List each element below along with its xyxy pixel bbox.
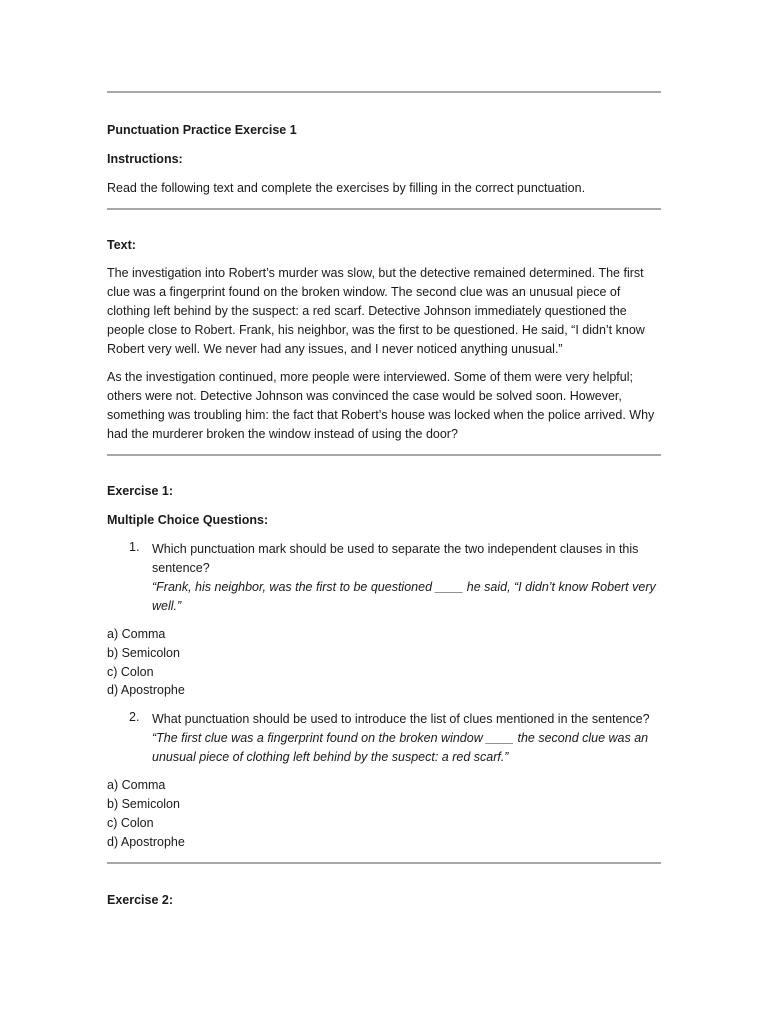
option-list [107,776,661,851]
option-a: a) Comma [107,778,166,793]
question-number: 1. [129,540,140,554]
option-c: c) Colon [107,664,154,679]
text-heading: Text: [107,238,136,252]
question-quote: “Frank, his neighbor, was the first to be questioned ____ he said, “I didn’t know Robert very well.” [152,580,656,613]
question-text: Which punctuation mark should be used to separate the two independent clauses in this sentence? [152,542,639,575]
question-text: What punctuation should be used to introduce the list of clues mentioned in the sentence? [152,712,650,727]
question-number: 2. [129,710,140,725]
option-b: b) Semicolon [107,796,180,811]
divider [107,208,661,210]
option-list [107,625,661,700]
instructions-heading: Instructions: [107,152,183,166]
question-quote: “The first clue was a fingerprint found on the broken window ____ the second clue was an unusual piece of clothing left behind by the suspect: a red scarf.” [152,731,649,765]
divider [107,862,661,864]
document-title: Punctuation Practice Exercise 1 [107,123,297,137]
option-a: a) Comma [107,627,166,641]
divider [107,454,661,456]
exercise1-subheading: Multiple Choice Questions: [107,513,269,527]
text-paragraph: As the investigation continued, more people were interviewed. Some of them were very helpful; others were not. Detective Johnson was convinced the case would be solved soon. However, something was troubling him: the fact that Robert’s house was locked when the police arrived. Why had the murderer broken the window instead of using the door? [107,370,655,441]
option-d: d) Apostrophe [107,834,185,849]
divider [107,91,661,93]
option-b: b) Semicolon [107,645,180,660]
question-item [107,540,661,616]
exercise1-heading: Exercise 1: [107,484,174,498]
text-paragraph: The investigation into Robert’s murder was slow, but the detective remained determined. The first clue was a fingerprint found on the broken window. The second clue was an unusual piece of clothing left behind by the suspect: a red scarf. Detective Johnson immediately questioned the people close to Robert. Frank, his neighbor, was the first to be questioned. He said, “I didn’t know Robert very well. We never had any issues, and I never noticed anything unusual.” [107,266,645,356]
instructions-text: Read the following text and complete the exercises by filling in the correct punctuation. [107,181,586,195]
document-page [107,0,661,910]
question-item [107,710,661,767]
exercise2-heading: Exercise 2: [107,893,174,908]
option-d: d) Apostrophe [107,683,185,698]
option-c: c) Colon [107,815,154,830]
